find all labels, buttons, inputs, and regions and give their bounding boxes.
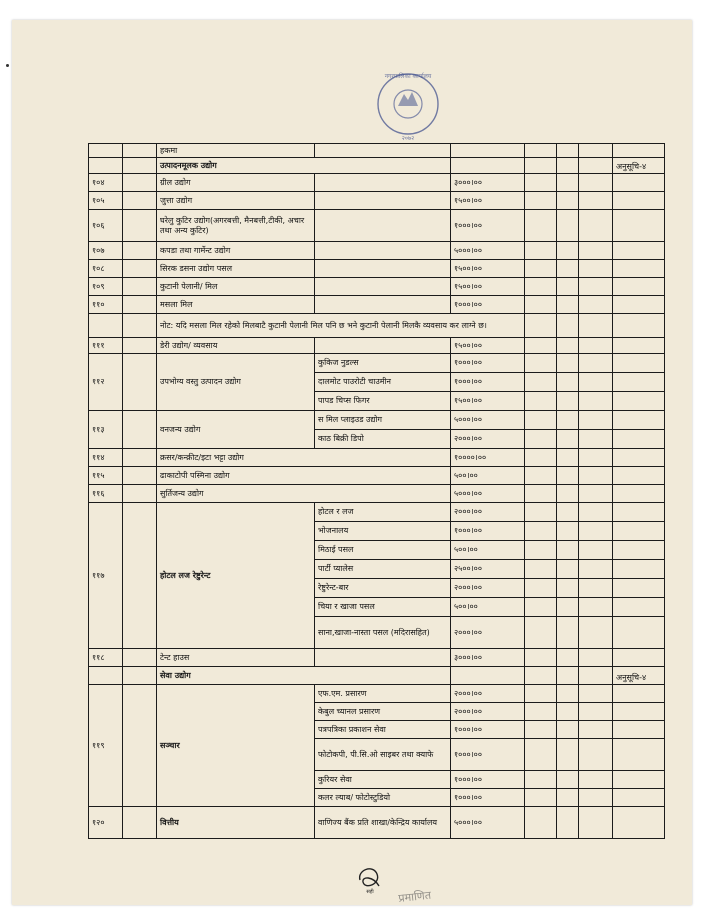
annex-label: अनुसूचि-४: [613, 158, 665, 174]
municipality-seal: [368, 64, 448, 144]
row-name: वनजन्य उद्योग: [157, 411, 315, 449]
row-name: सञ्चार: [157, 685, 315, 807]
sub-item-name: फोटोकपी, पी.सि.ओ साइबर तथा क्याफे: [315, 739, 451, 771]
row-amount: १५००।००: [451, 192, 525, 210]
row-name: सिरक डसना उद्योग पसल: [157, 260, 315, 278]
sub-item-amount: १०००।००: [451, 789, 525, 807]
sub-item-name: पत्रपत्रिका प्रकाशन सेवा: [315, 721, 451, 739]
table-row: [89, 685, 665, 703]
sub-item-name: भोजनालय: [315, 522, 451, 541]
sub-item-name: कुरियर सेवा: [315, 771, 451, 789]
row-amount: १५००।००: [451, 338, 525, 354]
row-name: होटल लज रेष्टुरेन्ट: [157, 503, 315, 649]
row-number: १०९: [89, 278, 123, 296]
sub-item-amount: १५००।००: [451, 392, 525, 411]
row-number: ११३: [89, 411, 123, 449]
row-number: ११६: [89, 485, 123, 503]
table-row: [89, 503, 665, 522]
sub-item-amount: १०००।००: [451, 522, 525, 541]
sub-item-amount: २०००।००: [451, 703, 525, 721]
row-name: सुर्तिजन्य उद्योग: [157, 485, 451, 503]
row-number: १२०: [89, 807, 123, 839]
row-amount: १०००।००: [451, 296, 525, 314]
row-name: जुत्ता उद्योग: [157, 192, 315, 210]
sub-item-name: चिया र खाजा पसल: [315, 598, 451, 617]
section-header-row: [89, 667, 665, 685]
row-amount: ३०००।००: [451, 649, 525, 667]
row-number: ११४: [89, 449, 123, 467]
row-name: टेन्ट हाउस: [157, 649, 315, 667]
table-row: [89, 296, 665, 314]
row-number: १०८: [89, 260, 123, 278]
row-number: १११: [89, 338, 123, 354]
note-row: [89, 314, 665, 338]
sub-item-amount: ५०००।००: [451, 807, 525, 839]
sub-item-name: रेष्टुरेन्ट-बार: [315, 579, 451, 598]
row-amount: १००००।००: [451, 449, 525, 467]
table-row: [89, 411, 665, 430]
table-row: [89, 278, 665, 296]
row-number: ११७: [89, 503, 123, 649]
sub-item-name: पापड चिप्स फिगर: [315, 392, 451, 411]
table-row: [89, 144, 665, 158]
seal-year: २०७२: [401, 135, 415, 142]
signature-text: सही: [366, 889, 374, 895]
table-row: [89, 449, 665, 467]
row-name: कुटानी पेलानी/ मिल: [157, 278, 315, 296]
sub-item-name: स मिल प्लाइउड उद्योग: [315, 411, 451, 430]
table-row: [89, 649, 665, 667]
row-amount: १५००।००: [451, 260, 525, 278]
sub-item-amount: १०००।००: [451, 354, 525, 373]
row-amount: ५०००।००: [451, 242, 525, 260]
table-row: [89, 467, 665, 485]
row-number: ११०: [89, 296, 123, 314]
row-name: वित्तीय: [157, 807, 315, 839]
row-name: कपडा तथा गार्मेन्ट उद्योग: [157, 242, 315, 260]
sub-item-name: पार्टी प्यालेस: [315, 560, 451, 579]
row-number: ११९: [89, 685, 123, 807]
annex-label: अनुसूचि-४: [613, 667, 665, 685]
sub-item-amount: ५००।००: [451, 541, 525, 560]
row-name: उपभोग्य वस्तु उत्पादन उद्योग: [157, 354, 315, 411]
row-number: ११५: [89, 467, 123, 485]
row-number: १०६: [89, 210, 123, 242]
row-amount: १५००।००: [451, 278, 525, 296]
row-amount: ५००।००: [451, 467, 525, 485]
table-row: [89, 242, 665, 260]
row-name: घरेलु कुटिर उद्योग(अगरबत्ती, मैनबत्ती,टीकी, अचार तथा अन्य कुटिर): [157, 210, 315, 242]
sub-item-amount: १०००।००: [451, 771, 525, 789]
table-row: [89, 260, 665, 278]
sub-item-name: कुकिज नुडल्स: [315, 354, 451, 373]
sub-item-name: साना,खाजा-नास्ता पसल (मदिरासहित): [315, 617, 451, 649]
table-row: [89, 210, 665, 242]
sub-item-amount: १०००।००: [451, 739, 525, 771]
sub-item-amount: ५०००।००: [451, 411, 525, 430]
signature: [355, 860, 385, 896]
sub-item-name: मिठाई पसल: [315, 541, 451, 560]
sub-item-name: कलर ल्याब/ फोटोस्टुडियो: [315, 789, 451, 807]
speck: [6, 64, 9, 67]
section-header: सेवा उद्योग: [157, 667, 451, 685]
note-text: नोट: यदि मसला मिल रहेको मिलबाटै कुटानी पेलानी मिल पनि छ भने कुटानी पेलानी मिलकै व्यवसाय कर लाग्ने छ।: [157, 314, 525, 338]
sub-item-amount: १०००।००: [451, 721, 525, 739]
sub-item-name: केबुल च्यानल प्रसारण: [315, 703, 451, 721]
table-row: [89, 807, 665, 839]
row-name: मसला मिल: [157, 296, 315, 314]
table-row: [89, 485, 665, 503]
table-row: [89, 338, 665, 354]
seal-text: नगरपालिका कार्यालय: [384, 73, 432, 80]
sub-item-name: वाणिज्य बैंक प्रति शाखा/केन्द्रिय कार्यालय: [315, 807, 451, 839]
sub-item-name: होटल र लज: [315, 503, 451, 522]
sub-item-amount: १०००।००: [451, 373, 525, 392]
sub-item-amount: २०००।००: [451, 579, 525, 598]
row-amount: ५०००।००: [451, 485, 525, 503]
table-row: [89, 174, 665, 192]
row-name: ढाकाटोपी पस्मिना उद्योग: [157, 467, 451, 485]
sub-item-amount: २०००।००: [451, 503, 525, 522]
sub-item-amount: २०००।००: [451, 685, 525, 703]
sub-item-amount: ५००।००: [451, 598, 525, 617]
sub-item-amount: २०००।००: [451, 430, 525, 449]
section-header: उत्पादनमूलक उद्योग: [157, 158, 451, 174]
bottom-stamp: [392, 882, 482, 904]
row-number: ११२: [89, 354, 123, 411]
row-name: क्रसर/कन्क्रीट/इटा भट्टा उद्योग: [157, 449, 451, 467]
row-number: १०४: [89, 174, 123, 192]
row-text: हकमा: [157, 144, 315, 158]
row-name: डेरी उद्योग/ व्यवसाय: [157, 338, 315, 354]
table-row: [89, 354, 665, 373]
sub-item-name: दालमोट पाउरोटी चाउमीन: [315, 373, 451, 392]
sub-item-amount: २५००।००: [451, 560, 525, 579]
row-number: १०७: [89, 242, 123, 260]
bottom-stamp-text: प्रमाणित: [397, 888, 432, 904]
tax-rate-table: [88, 143, 665, 839]
sub-item-name: काठ बिक्री डिपो: [315, 430, 451, 449]
sub-item-amount: २०००।००: [451, 617, 525, 649]
row-amount: ३०००।००: [451, 174, 525, 192]
section-header-row: [89, 158, 665, 174]
sub-item-name: एफ.एम. प्रसारण: [315, 685, 451, 703]
row-name: ग्रील उद्योग: [157, 174, 315, 192]
row-number: १०५: [89, 192, 123, 210]
table-row: [89, 192, 665, 210]
row-amount: १०००।००: [451, 210, 525, 242]
row-number: ११८: [89, 649, 123, 667]
